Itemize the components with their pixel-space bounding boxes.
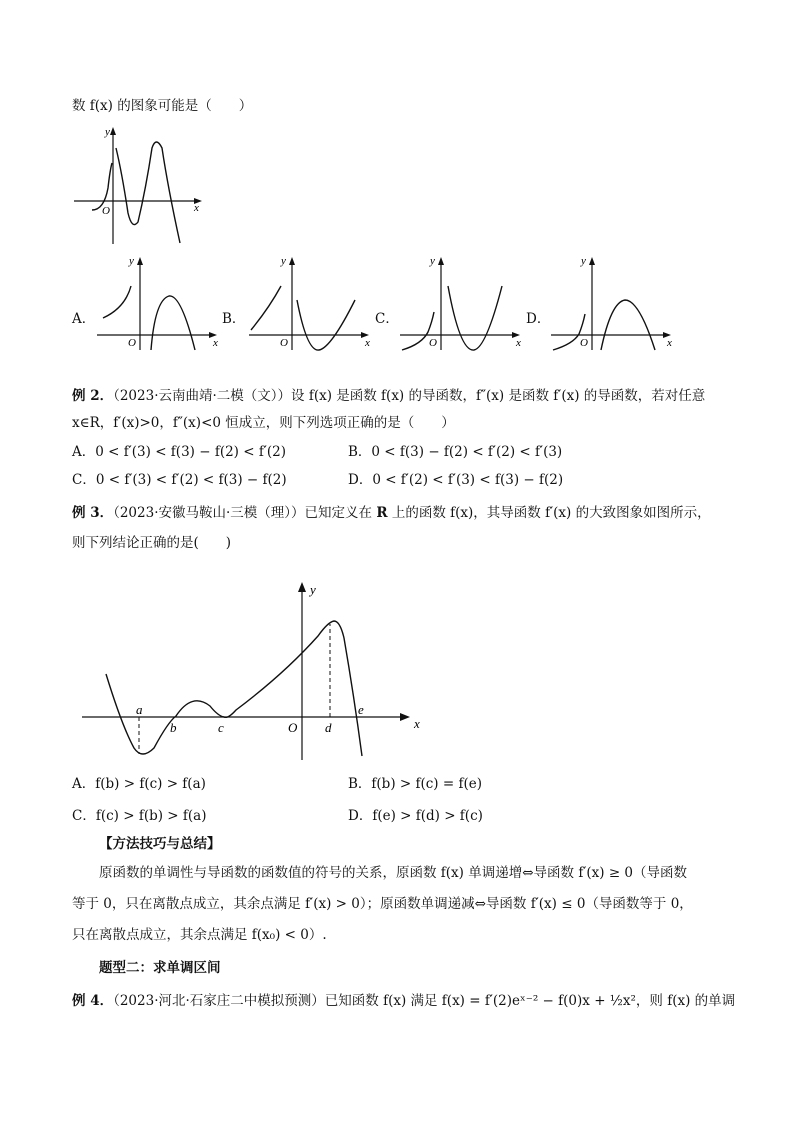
example-3-line-1 [72, 503, 711, 523]
origin-label: O [580, 337, 588, 349]
option-text: f(c) > f(b) > f(a) [95, 808, 207, 824]
example-4-line [72, 991, 735, 1011]
example-2-option-c[interactable] [72, 470, 287, 490]
y-axis-label: y [129, 255, 134, 267]
example-4-tag: 例 4． [72, 993, 114, 1009]
x-axis-label: x [667, 337, 672, 349]
point-b-label: b [170, 720, 177, 735]
example-3-option-d[interactable] [348, 806, 483, 826]
y-axis-label: y [105, 126, 110, 138]
example-2-text-1: （2023·云南曲靖·二模（文））设 f(x) 是函数 f(x) 的导函数，f″(x) 是函数 f′(x) 的导函数，若对任意 [113, 388, 706, 404]
type-2-heading: 题型二：求单调区间 [99, 960, 221, 976]
option-letter: A． [72, 444, 96, 460]
origin-label: O [102, 205, 110, 217]
intro-text: 数 f(x) 的图象可能是（ ） [72, 98, 253, 114]
x-axis-label: x [213, 337, 218, 349]
origin-label: O [429, 337, 437, 349]
example-3-option-a[interactable] [72, 774, 206, 794]
method-paragraph-line-2: 等于 0，只在离散点成立，其余点满足 f′(x) > 0）；原函数单调递减⇔导函数 f′(x) ≤ 0（导函数等于 0， [72, 896, 693, 912]
option-letter: D． [348, 808, 373, 824]
example-4-text: （2023·河北·石家庄二中模拟预测）已知函数 f(x) 满足 f(x) = f′(2)eˣ⁻² − f(0)x + ½x²，则 f(x) 的单调 [113, 993, 736, 1009]
example-2-line-2: x∈R，f′(x)>0，f″(x)<0 恒成立，则下列选项正确的是（ ） [72, 415, 455, 431]
origin-label: O [128, 337, 136, 349]
option-b-label[interactable]: B． [222, 311, 246, 327]
option-letter: B． [348, 444, 372, 460]
example-3-text-1b: 上的函数 f(x)，其导函数 f′(x) 的大致图象如图所示， [387, 505, 711, 521]
option-d-graph[interactable] [549, 252, 679, 352]
x-axis-label: x [414, 716, 420, 731]
option-a-label[interactable]: A． [72, 311, 96, 327]
x-axis-label: x [365, 337, 370, 349]
option-letter: C． [72, 472, 96, 488]
example-2-line-1 [72, 386, 705, 406]
y-axis-label: y [310, 582, 316, 597]
example-2-option-a[interactable] [72, 442, 286, 462]
option-text: f(b) > f(c) > f(a) [95, 776, 206, 792]
origin-label: O [280, 337, 288, 349]
option-letter: D． [348, 472, 373, 488]
option-text: f(b) > f(c) = f(e) [371, 776, 482, 792]
example-3-tag: 例 3． [72, 505, 114, 521]
example-2-option-d[interactable] [348, 470, 563, 490]
x-axis-label: x [516, 337, 521, 349]
point-a-label: a [136, 702, 143, 717]
method-heading: 【方法技巧与总结】 [99, 836, 221, 852]
option-text: f(e) > f(d) > f(c) [372, 808, 483, 824]
y-axis-label: y [281, 255, 286, 267]
option-text: 0 < f(3) − f(2) < f′(2) < f′(3) [371, 444, 563, 460]
option-letter: A． [72, 776, 96, 792]
y-axis-label: y [430, 255, 435, 267]
point-c-label: c [218, 720, 224, 735]
x-axis-label: x [194, 202, 199, 214]
example-2-tag: 例 2． [72, 388, 114, 404]
option-letter: C． [72, 808, 96, 824]
option-text: 0 < f′(2) < f′(3) < f(3) − f(2) [372, 472, 564, 488]
method-paragraph-line-3: 只在离散点成立，其余点满足 f(x₀) < 0）. [72, 927, 327, 943]
point-e-label: e [358, 702, 364, 717]
example-2-option-b[interactable] [348, 442, 562, 462]
example-3-option-b[interactable] [348, 774, 482, 794]
method-paragraph-line-1: 原函数的单调性与导函数的函数值的符号的关系，原函数 f(x) 单调递增⇔导函数 f′(x) ≥ 0（导函数 [99, 865, 688, 881]
option-c-graph[interactable] [398, 252, 528, 352]
origin-label: O [288, 720, 298, 735]
y-axis-label: y [581, 255, 586, 267]
option-letter: B． [348, 776, 372, 792]
point-d-label: d [325, 720, 332, 735]
derivative-graph [70, 118, 210, 248]
option-text: 0 < f′(3) < f(3) − f(2) < f′(2) [95, 444, 287, 460]
example-3-graph [78, 576, 428, 766]
option-d-label[interactable]: D． [526, 311, 551, 327]
example-3-text-1a: （2023·安徽马鞍山·三模（理））已知定义在 [113, 505, 377, 521]
option-a-graph[interactable] [95, 252, 225, 352]
example-3-option-c[interactable] [72, 806, 206, 826]
example-3-real-set: R [376, 505, 388, 521]
example-3-line-2: 则下列结论正确的是( ) [72, 535, 232, 551]
option-text: 0 < f′(3) < f′(2) < f(3) − f(2) [95, 472, 287, 488]
option-c-label[interactable]: C． [375, 311, 399, 327]
option-b-graph[interactable] [247, 252, 377, 352]
